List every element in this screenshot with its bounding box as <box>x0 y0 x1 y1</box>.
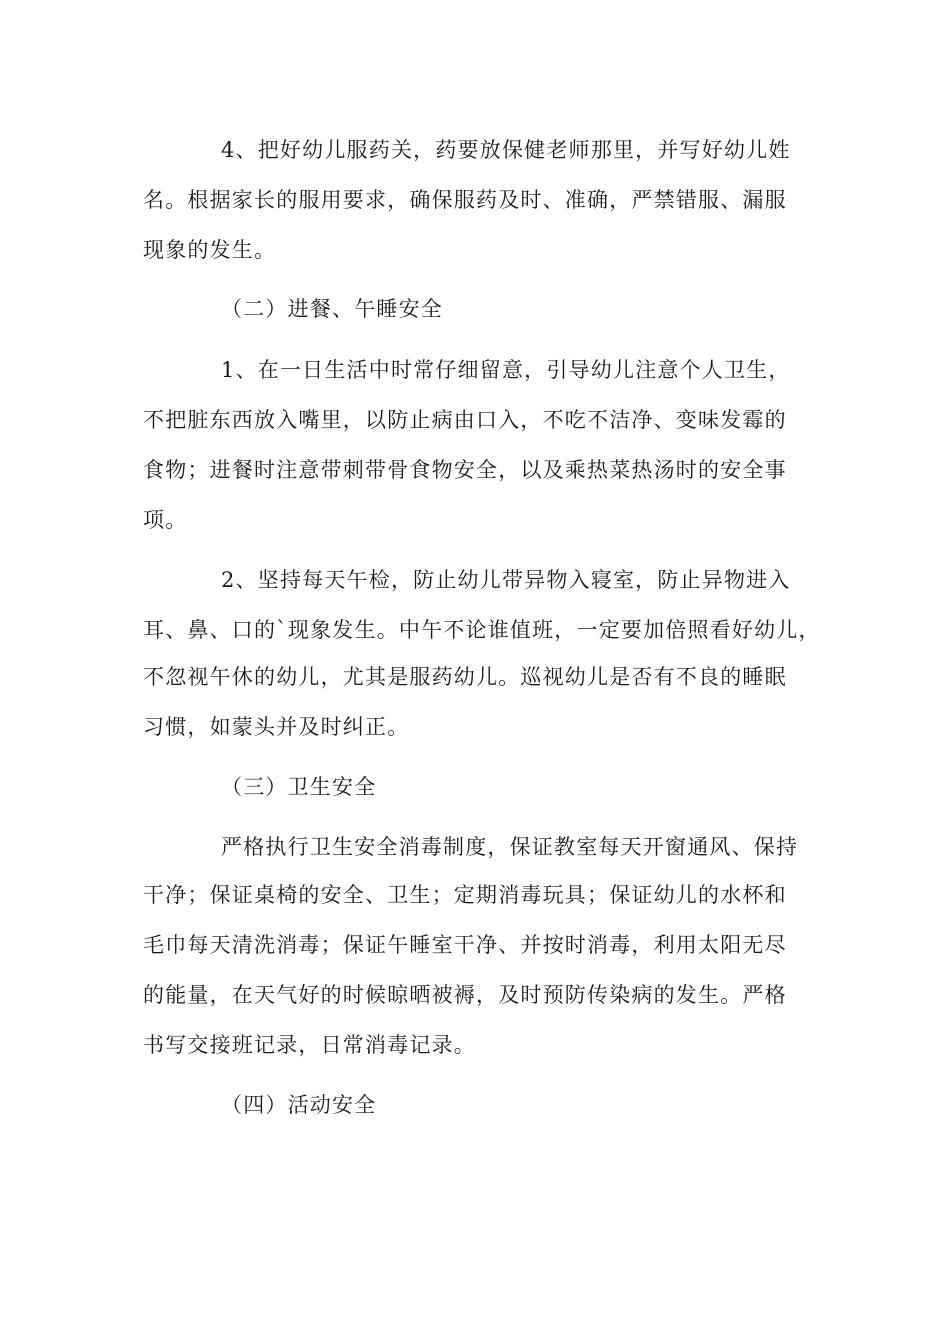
paragraph-line: 耳、鼻、口的`现象发生。中午不论谁值班，一定要加倍照看好幼儿， <box>143 618 821 642</box>
paragraph-line: 干净；保证桌椅的安全、卫生；定期消毒玩具；保证幼儿的水杯和 <box>143 883 787 907</box>
paragraph-line: 名。根据家长的服用要求，确保服药及时、准确，严禁错服、漏服 <box>143 188 787 212</box>
paragraph-line: 毛巾每天清洗消毒；保证午睡室干净、并按时消毒，利用太阳无尽 <box>143 933 787 957</box>
paragraph-line: 习惯，如蒙头并及时纠正。 <box>143 715 410 739</box>
paragraph-line: 4、把好幼儿服药关，药要放保健老师那里，并写好幼儿姓 <box>221 138 791 162</box>
paragraph-line: 的能量，在天气好的时候晾晒被褥，及时预防传染病的发生。严格 <box>143 983 787 1007</box>
paragraph-line: 不忽视午休的幼儿，尤其是服药幼儿。巡视幼儿是否有不良的睡眠 <box>143 665 787 689</box>
paragraph-line: 现象的发生。 <box>143 238 277 262</box>
paragraph-line: 书写交接班记录，日常消毒记录。 <box>143 1033 476 1057</box>
section-heading: （二）进餐、午睡安全 <box>221 297 443 321</box>
paragraph-line: 2、坚持每天午检，防止幼儿带异物入寝室，防止异物进入 <box>221 568 791 592</box>
section-heading: （三）卫生安全 <box>221 775 377 799</box>
paragraph-line: 不把脏东西放入嘴里，以防止病由口入，不吃不洁净、变味发霉的 <box>143 408 787 432</box>
section-heading: （四）活动安全 <box>221 1093 377 1117</box>
paragraph-line: 严格执行卫生安全消毒制度，保证教室每天开窗通风、保持 <box>221 835 799 859</box>
paragraph-line: 项。 <box>143 508 188 532</box>
paragraph-line: 1、在一日生活中时常仔细留意，引导幼儿注意个人卫生， <box>221 358 791 382</box>
paragraph-line: 食物；进餐时注意带刺带骨食物安全，以及乘热菜热汤时的安全事 <box>143 458 787 482</box>
